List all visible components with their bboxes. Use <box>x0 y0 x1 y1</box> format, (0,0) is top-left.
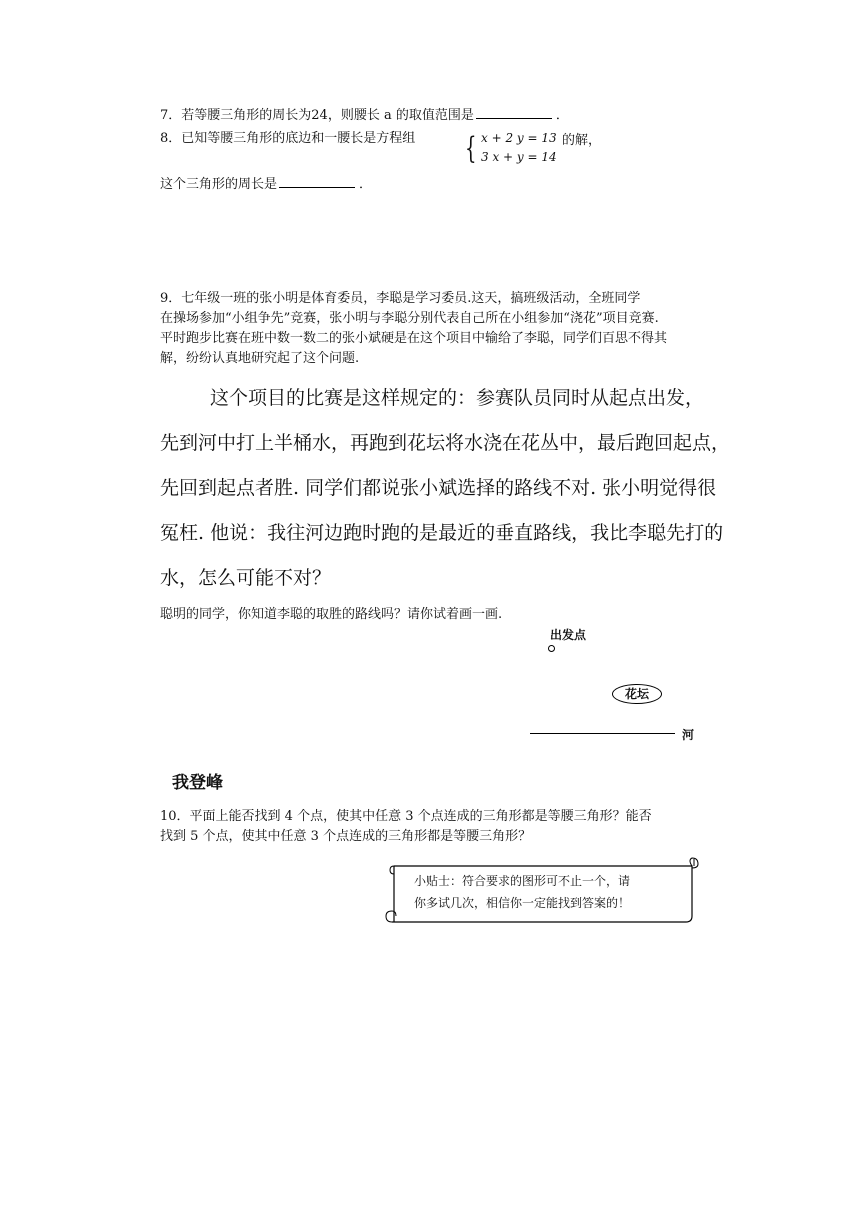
text-line: 9．七年级一班的张小明是体育委员，李聪是学习委员.这天，搞班级活动，全班同学 <box>160 291 641 306</box>
tip-line-1: 小贴士：符合要求的图形可不止一个，请 <box>414 874 631 888</box>
equation-system <box>465 131 560 173</box>
question-9-rules <box>160 386 744 611</box>
answer-blank <box>476 104 552 119</box>
answer-blank <box>279 173 355 188</box>
brace: { <box>465 131 477 166</box>
text-line: 平时跑步比赛在班中数一数二的张小斌硬是在这个项目中输给了李聪，同学们百思不得其 <box>160 331 668 346</box>
text-line: 找到 5 个点，使其中任意 3 个点连成的三角形都是等腰三角形？ <box>160 829 532 844</box>
question-7-text: 7．若等腰三角形的周长为24，则腰长 a 的取值范围是 <box>160 108 474 123</box>
section-title: 我登峰 <box>172 773 223 793</box>
text-line: 水，怎么可能不对？ <box>160 567 332 589</box>
question-10 <box>160 807 740 847</box>
text-line: 在操场参加“小组争先”竞赛，张小明与李聪分别代表自己所在小组参加“浇花”项目竞赛. <box>160 311 659 326</box>
question-7-tail: ． <box>555 108 569 123</box>
question-8-tail: 的解， <box>562 133 602 148</box>
text-line: 解，纷纷认真地研究起了这个问题. <box>160 351 360 366</box>
question-9-prompt: 聪明的同学，你知道李聪的取胜的路线吗？请你试着画一画. <box>160 607 503 622</box>
river-label: 河 <box>682 728 695 742</box>
text-line: 先回到起点者胜. 同学们都说张小斌选择的路线不对. 张小明觉得很 <box>160 477 717 499</box>
start-point-label: 出发点 <box>550 628 587 642</box>
tip-text <box>414 870 699 914</box>
question-8-line2 <box>160 173 372 195</box>
text-line: 先到河中打上半桶水，再跑到花坛将水浇在花丛中，最后跑回起点， <box>160 432 731 454</box>
equation-2: 3 x + y = 14 <box>481 150 557 164</box>
question-9-intro <box>160 289 738 369</box>
tip-line-2: 你多试几次，相信你一定能找到答案的！ <box>414 896 631 910</box>
start-point-dot <box>548 645 555 652</box>
river-line <box>530 733 675 734</box>
question-7 <box>160 104 569 126</box>
question-8-line2-text: 这个三角形的周长是 <box>160 177 278 192</box>
equation-1: x + 2 y = 13 <box>481 131 557 145</box>
question-8 <box>160 129 415 149</box>
flower-bed-label: 花坛 <box>612 684 662 704</box>
question-8-text: 8．已知等腰三角形的底边和一腰长是方程组 <box>160 131 416 146</box>
text-line: 这个项目的比赛是这样规定的：参赛队员同时从起点出发， <box>210 387 705 409</box>
question-8-line2-tail: ． <box>359 177 373 192</box>
text-line: 冤枉. 他说：我往河边跑时跑的是最近的垂直路线，我比李聪先打的 <box>160 522 724 544</box>
text-line: 10．平面上能否找到 4 个点，使其中任意 3 个点连成的三角形都是等腰三角形？能否 <box>160 809 652 824</box>
